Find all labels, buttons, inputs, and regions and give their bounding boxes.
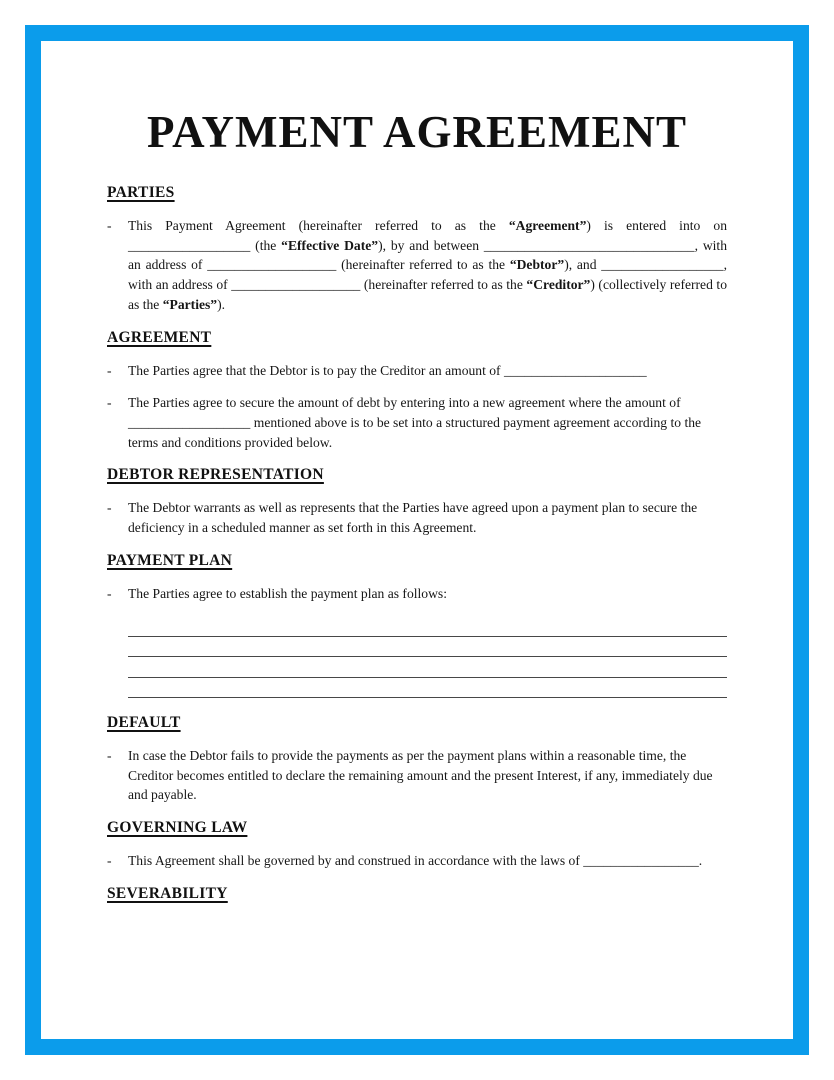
bullet-item — [107, 746, 727, 805]
paragraph-text — [128, 498, 727, 537]
section-heading-severability: SEVERABILITY — [107, 884, 228, 902]
text-segment-bold: “Agreement” — [508, 218, 587, 233]
section-heading-debtor-representation: DEBTOR REPRESENTATION — [107, 466, 324, 484]
paragraph-text — [128, 216, 727, 315]
bullet-dash: - — [107, 218, 112, 233]
section-heading-agreement: AGREEMENT — [107, 328, 212, 346]
section-parties — [107, 183, 727, 315]
paragraph-text — [128, 851, 727, 871]
text-segment-bold: “Creditor” — [526, 277, 591, 293]
bullet-item — [107, 498, 727, 537]
section-heading-default: DEFAULT — [107, 714, 181, 731]
text-segment: The Parties agree to establish the payment plan as follows: — [128, 585, 447, 601]
section-default — [107, 713, 727, 805]
bullet-item — [107, 851, 727, 871]
text-segment: ), by and between _______________________________, with an address of ___________________ (hereinafter referred to as the — [128, 237, 727, 273]
text-segment-bold: “Parties” — [162, 296, 218, 312]
blank-ruled-line — [128, 657, 727, 677]
text-segment: The Debtor warrants as well as represents that the Parties have agreed upon a payment plan to secure the deficiency in a scheduled manner as set forth in this Agreement. — [128, 500, 698, 536]
bullet-item — [107, 216, 727, 315]
section-debtor-representation — [107, 465, 727, 537]
page-title: PAYMENT AGREEMENT — [147, 107, 687, 157]
text-segment-bold: “Effective Date” — [281, 237, 379, 253]
text-segment: ), and __________________, with an address of ___________________ (hereinafter referred to as the — [128, 257, 728, 293]
paragraph-text — [128, 746, 727, 805]
blank-ruled-line — [128, 678, 727, 698]
page-border-frame — [25, 25, 809, 1055]
section-heading-governing-law: GOVERNING LAW — [107, 819, 248, 837]
section-agreement — [107, 328, 727, 453]
text-segment-bold: “Debtor” — [509, 257, 565, 273]
text-segment: This Payment Agreement (hereinafter referred to as the — [128, 218, 509, 233]
text-segment: ) (collectively referred to as the — [128, 277, 727, 312]
section-governing-law — [107, 818, 727, 871]
bullet-item — [107, 584, 727, 604]
paragraph-text — [128, 584, 727, 604]
bullet-dash: - — [107, 748, 112, 763]
document-page — [41, 41, 793, 1039]
text-segment: ) is entered into on __________________ (the — [128, 218, 727, 253]
paragraph-text — [128, 361, 727, 381]
bullet-dash: - — [107, 395, 112, 411]
bullet-item — [107, 393, 727, 452]
bullet-item — [107, 361, 727, 381]
bullet-dash: - — [107, 585, 112, 601]
text-segment: This Agreement shall be governed by and construed in accordance with the laws of _________________. — [128, 853, 703, 869]
text-segment: The Parties agree to secure the amount of debt by entering into a new agreement where the amount of __________________ mentioned above is to be set into a structured payment agreement according to the terms and conditions provided below. — [128, 395, 702, 450]
payment-plan-write-in-area — [128, 616, 727, 698]
bullet-dash: - — [107, 500, 112, 516]
bullet-dash: - — [107, 853, 112, 869]
section-severability — [107, 884, 727, 904]
text-segment: The Parties agree that the Debtor is to pay the Creditor an amount of _____________________ — [128, 362, 647, 378]
section-heading-payment-plan: PAYMENT PLAN — [107, 551, 233, 569]
bullet-dash: - — [107, 362, 112, 378]
text-segment: In case the Debtor fails to provide the payments as per the payment plans within a reasonable time, the Creditor becomes entitled to declare the remaining amount and the present Interest, if any, immediately due and payable. — [128, 748, 713, 803]
blank-ruled-line — [128, 637, 727, 657]
blank-ruled-line — [128, 616, 727, 636]
section-payment-plan — [107, 551, 727, 698]
section-heading-parties: PARTIES — [107, 184, 175, 201]
text-segment: ). — [217, 296, 226, 312]
paragraph-text — [128, 393, 727, 452]
